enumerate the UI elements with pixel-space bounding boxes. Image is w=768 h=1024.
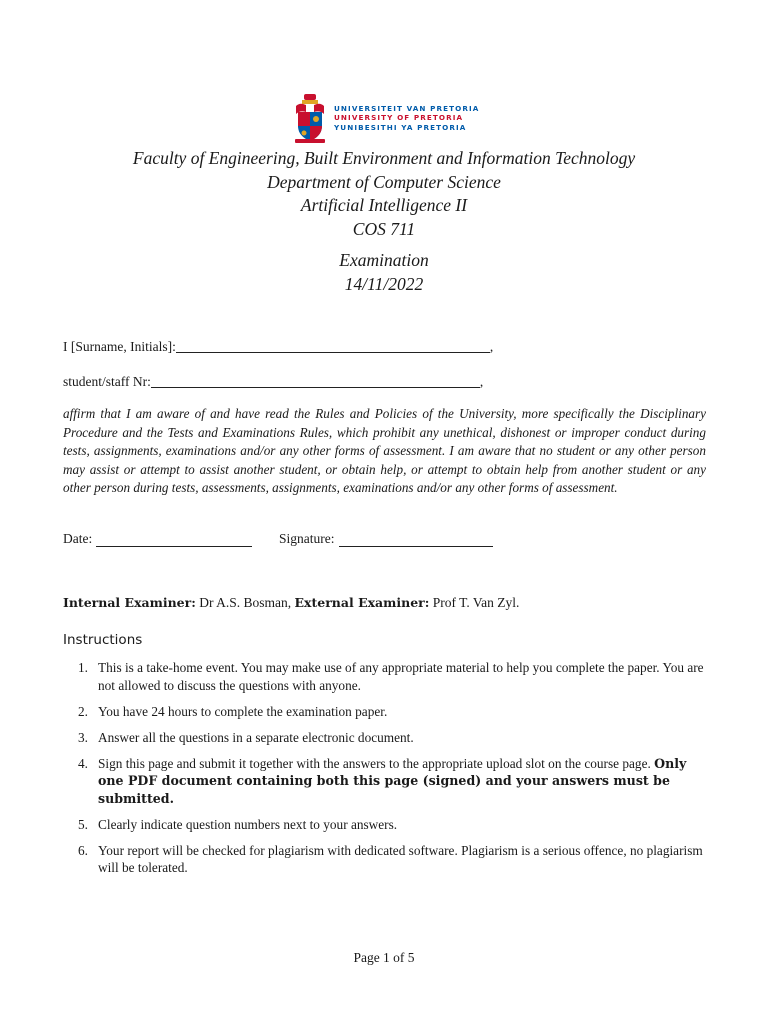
instruction-number: 3. <box>78 729 88 745</box>
event-title: Examination <box>339 250 429 270</box>
examiners-line <box>63 595 519 611</box>
affirmation-statement: affirm that I am aware of and have read the Rules and Policies of the University, more specifically the Disciplinary Procedure and the Tests and Examinations Rules, which prohibit any unethical, dishonest or improper conduct during tests, assignments, examinations and/or any other forms of assessment. I am aware that no student or any other person may assist or attempt to assist another student, or obtain help, or attempt to obtain help from another student or any other person during tests, assessments, assignments, examinations and/or any other forms of assessment. <box>63 406 706 496</box>
student-number-input-line[interactable] <box>151 377 480 388</box>
instruction-item <box>63 842 708 877</box>
university-name-afrikaans: UNIVERSITEIT VAN PRETORIA <box>334 104 480 113</box>
signature-input-line[interactable] <box>339 534 493 547</box>
external-examiner-label: External Examiner: <box>294 595 430 610</box>
instruction-item <box>63 755 708 808</box>
instruction-text: This is a take-home event. You may make use of any appropriate material to help you complete the paper. You are not allowed to discuss the questions with anyone. <box>98 660 704 693</box>
faculty-name: Faculty of Engineering, Built Environment and Information Technology <box>132 148 636 168</box>
course-code: COS 711 <box>352 218 416 239</box>
instruction-item <box>63 703 708 721</box>
instruction-item <box>63 816 708 834</box>
instruction-number: 5. <box>78 816 88 832</box>
instruction-number: 4. <box>78 755 88 771</box>
university-logo <box>292 92 482 144</box>
instruction-number: 1. <box>78 660 88 675</box>
course-name: Artificial Intelligence II <box>300 195 468 215</box>
instruction-item <box>63 729 708 747</box>
instruction-text: Your report will be checked for plagiarism with dedicated software. Plagiarism is a serious offence, no plagiarism will be tolerated. <box>98 842 703 876</box>
instruction-text: Sign this page and submit it together with the answers to the appropriate upload slot on the course page. <box>98 755 655 771</box>
name-field <box>63 339 493 355</box>
university-name-sepedi: YUNIBESITHI YA PRETORIA <box>334 122 467 132</box>
instruction-number: 6. <box>78 842 88 858</box>
student-number-label: student/staff Nr: <box>63 374 151 389</box>
instruction-text: Answer all the questions in a separate electronic document. <box>98 729 414 745</box>
internal-examiner-label: Internal Examiner: <box>63 595 196 610</box>
name-label: I [Surname, Initials]: <box>63 339 176 354</box>
university-name <box>334 104 479 132</box>
event-block <box>0 249 768 296</box>
external-examiner-name: Prof T. Van Zyl. <box>429 595 520 610</box>
date-input-line[interactable] <box>96 534 252 547</box>
instruction-emphasis: Only one PDF document containing both this page (signed) and your answers must be submitted. <box>98 755 687 806</box>
title-block <box>0 147 768 241</box>
university-name-english: UNIVERSITY OF PRETORIA <box>334 113 464 123</box>
student-number-field <box>63 374 483 390</box>
instruction-text: Clearly indicate question numbers next to your answers. <box>98 816 398 832</box>
instruction-number: 2. <box>78 703 88 719</box>
name-suffix: , <box>489 339 494 354</box>
name-input-line[interactable] <box>176 342 490 353</box>
instructions-list <box>63 659 708 885</box>
university-crest-icon <box>292 92 328 144</box>
date-signature-row <box>63 531 713 547</box>
exam-date: 14/11/2022 <box>344 273 424 294</box>
instruction-text: You have 24 hours to complete the examination paper. <box>98 703 388 719</box>
department-name: Department of Computer Science <box>267 171 501 192</box>
date-label: Date: <box>63 531 93 546</box>
internal-examiner-name: Dr A.S. Bosman, <box>195 595 295 610</box>
student-number-suffix: , <box>479 374 484 389</box>
instruction-item <box>63 659 708 694</box>
signature-label: Signature: <box>279 531 335 546</box>
instructions-heading: Instructions <box>63 632 143 648</box>
page-number: Page 1 of 5 <box>353 950 415 965</box>
